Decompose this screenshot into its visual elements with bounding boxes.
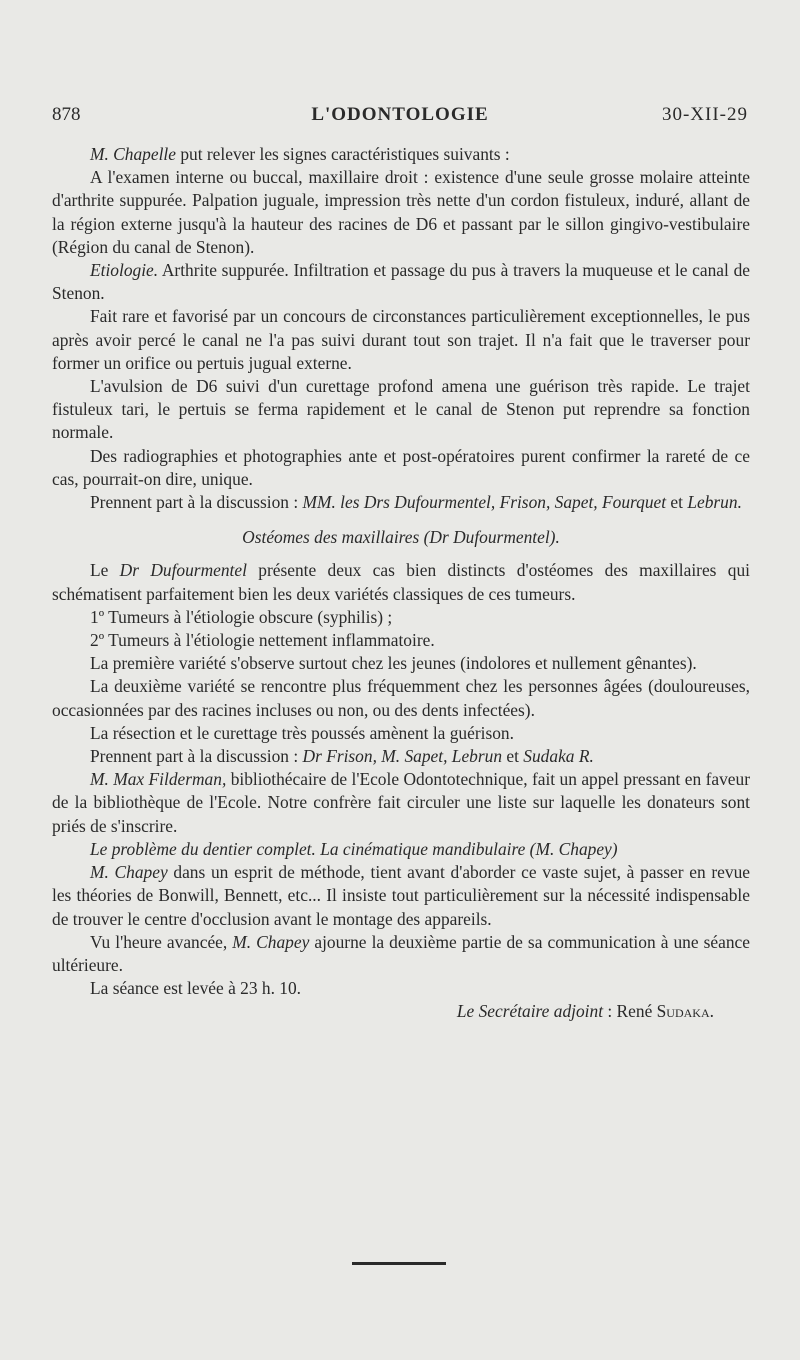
- paragraph: La deuxième variété se rencontre plus fréquemment chez les personnes âgées (douloureuses, occasionnées par des racines incluses ou non, ou des dents infectées).: [52, 676, 750, 720]
- signature-label: Le Secrétaire adjoint: [456, 1001, 604, 1022]
- paragraph: Des radiographies et photographies ante et post-opératoires purent confirmer la rareté de ce cas, pourrait-on dire, unique.: [52, 445, 750, 489]
- paragraph: [52, 491, 750, 514]
- list-item: 1º Tumeurs à l'étiologie obscure (syphilis) ;: [90, 606, 393, 627]
- speaker-name: M. Chapey: [90, 862, 168, 883]
- signature-separator: : René: [603, 1001, 657, 1022]
- speaker-name: M. Chapelle: [90, 144, 176, 164]
- paragraph: [52, 931, 750, 977]
- list-item: 2º Tumeurs à l'étiologie nettement inflammatoire.: [90, 630, 435, 651]
- speaker-name: M. Max Filderman,: [90, 769, 227, 790]
- paragraph: La séance est levée à 23 h. 10.: [90, 978, 302, 999]
- paragraph-text: dans un esprit de méthode, tient avant d'aborder ce vaste sujet, à passer en revue les théories de Bonwill, Bennett, etc... Il insiste tout particulièrement sur la nécessité indispensable de trouver le centre d'occlusion avant le montage des appareils.: [52, 862, 750, 929]
- paragraph: A l'examen interne ou buccal, maxillaire droit : existence d'une seule grosse molaire atteinte d'arthrite suppurée. Palpation juguale, impression très nette d'un cordon fistuleux, induré, allant de la région externe jusqu'à la hauteur des racines de D6 et passant par le sillon gingivo-vestibulaire (Région du canal de Stenon).: [52, 167, 750, 257]
- participant-name: Sudaka R.: [523, 746, 594, 767]
- participant-names: Dr Frison, M. Sapet, Lebrun: [302, 746, 503, 767]
- paragraph-text: Prennent part à la discussion :: [90, 746, 303, 767]
- paragraph: [52, 861, 750, 931]
- running-header: [52, 104, 748, 130]
- journal-title: L'ODONTOLOGIE: [311, 104, 489, 125]
- paragraph: [52, 768, 750, 838]
- participant-names: MM. les Drs Dufourmentel, Frison, Sapet, Fourquet: [302, 492, 667, 513]
- paragraph-text: Le: [90, 560, 120, 581]
- speaker-name: M. Chapey: [232, 931, 310, 952]
- paragraph-text: ajourne la deuxième partie de sa communication à une séance ultérieure.: [52, 931, 750, 975]
- paragraph: L'avulsion de D6 suivi d'un curettage profond amena une guérison très rapide. Le trajet fistuleux tari, le pertuis se ferma rapidement et le canal de Stenon put reprendre sa fonction normale.: [52, 376, 750, 443]
- paragraph-text: Prennent part à la discussion :: [90, 492, 303, 513]
- paragraph-text: présente deux cas bien distincts d'ostéomes des maxillaires qui schématisent parfaitement bien les deux variétés classiques de ces tumeurs.: [52, 560, 750, 604]
- subsection-label: Etiologie.: [90, 260, 159, 281]
- conjunction: et: [502, 746, 524, 767]
- paragraph: Fait rare et favorisé par un concours de circonstances particulièrement exceptionnelles, le pus après avoir percé le canal ne l'a pas suivi durant tout son trajet. Il n'a fait que le traverser pour former un orifice ou pertuis jugual externe.: [52, 306, 750, 373]
- paragraph: [52, 559, 750, 605]
- article-body: [52, 143, 750, 1024]
- section-title: Ostéomes des maxillaires (Dr Dufourmentel).: [242, 527, 560, 548]
- paragraph: La première variété s'observe surtout chez les jeunes (indolores et nullement gênantes).: [90, 653, 697, 674]
- signature-line: [52, 1000, 750, 1023]
- paragraph: [52, 143, 750, 166]
- topic-title: Le problème du dentier complet. La cinématique mandibulaire (M. Chapey): [90, 838, 618, 859]
- speaker-name: Dr Dufourmentel: [119, 560, 247, 581]
- signature-name: Sudaka.: [656, 1001, 714, 1022]
- paragraph-text: bibliothécaire de l'Ecole Odontotechnique, fait un appel pressant en faveur de la bibliothèque de l'Ecole. Notre confrère fait circuler une liste sur laquelle les donateurs sont priés de s'inscrire.: [52, 769, 750, 836]
- paragraph-text: Vu l'heure avancée,: [90, 931, 233, 952]
- paragraph: [52, 745, 750, 768]
- issue-date: 30-XII-29: [661, 104, 748, 125]
- page-number: 878: [52, 104, 81, 125]
- conjunction: et: [666, 492, 688, 513]
- closing-rule: [352, 1262, 446, 1265]
- paragraph-text: Arthrite suppurée. Infiltration et passage du pus à travers la muqueuse et le canal de Stenon.: [52, 260, 750, 304]
- paragraph-text: put relever les signes caractéristiques suivants :: [175, 144, 510, 164]
- participant-name: Lebrun.: [687, 492, 742, 513]
- paragraph: [52, 259, 750, 305]
- paragraph: La résection et le curettage très poussés amènent la guérison.: [90, 722, 514, 743]
